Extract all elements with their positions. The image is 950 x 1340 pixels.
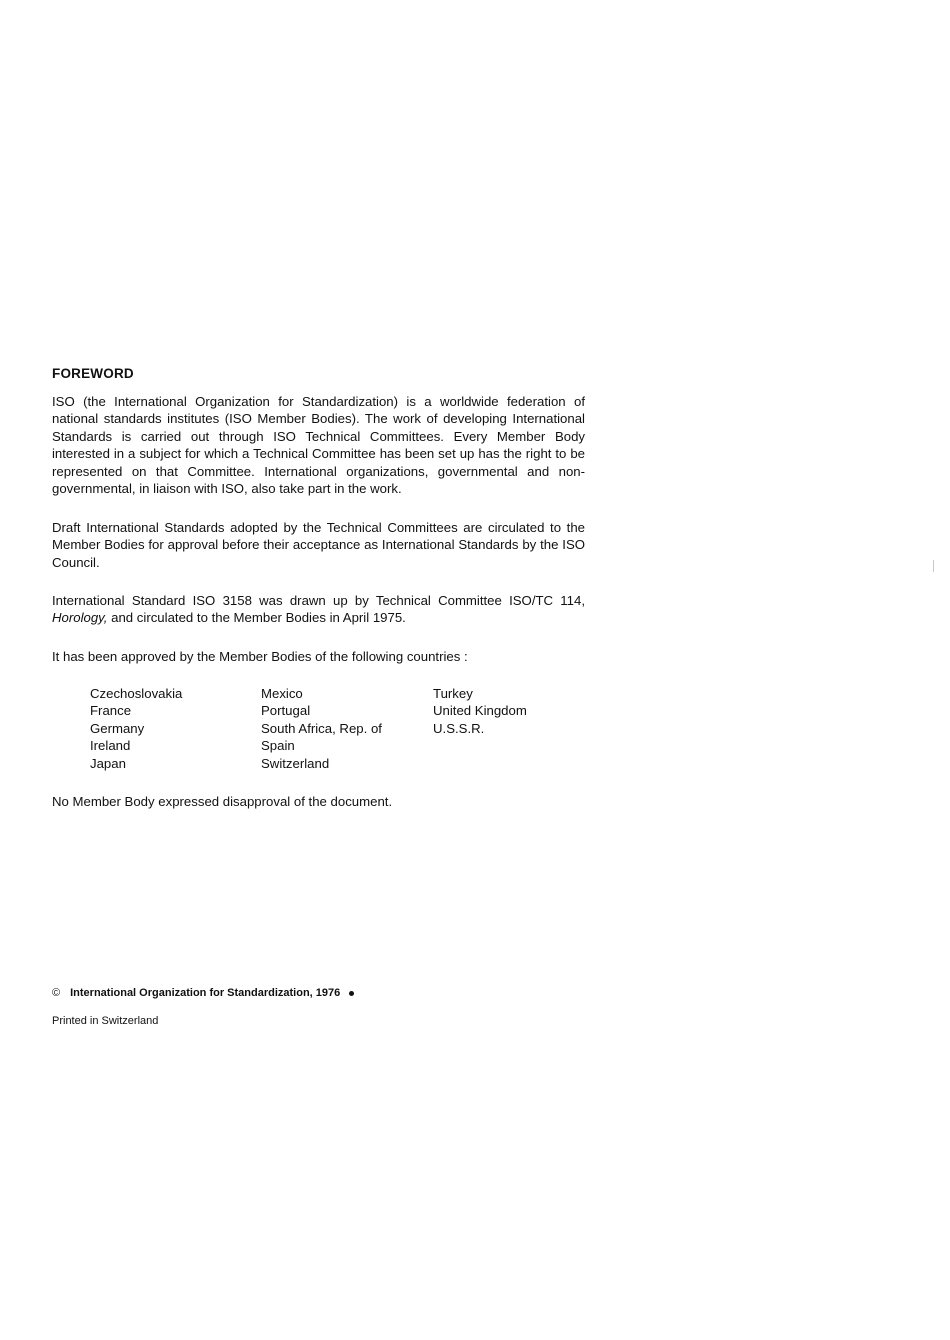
iso-3158-text-start: International Standard ISO 3158 was drawn up by Technical Committee ISO/TC 114,: [52, 593, 585, 608]
country-item: Spain: [261, 738, 295, 754]
country-item: United Kingdom: [433, 703, 527, 719]
country-item: Turkey: [433, 686, 473, 701]
scan-edge-mark: [933, 560, 934, 572]
country-item: Ireland: [90, 738, 131, 754]
copyright-line: [52, 987, 354, 999]
foreword-paragraph-iso-3158: [52, 592, 585, 627]
country-item: South Africa, Rep. of: [261, 720, 382, 736]
country-item: Germany: [90, 720, 145, 736]
bullet-icon: [349, 991, 354, 996]
country-list: [90, 685, 560, 772]
country-column-2: [261, 685, 433, 772]
horology-italic: Horology,: [52, 610, 108, 626]
country-column-1: [90, 685, 261, 772]
country-item: France: [90, 703, 132, 719]
country-item: Czechoslovakia: [90, 686, 183, 701]
copyright-symbol: ©: [52, 987, 61, 999]
foreword-paragraph-no-disapproval: No Member Body expressed disapproval of the document.: [52, 794, 393, 809]
country-column-3: [433, 685, 560, 772]
iso-3158-text-end: and circulated to the Member Bodies in April 1975.: [107, 610, 406, 626]
printed-in-line: Printed in Switzerland: [52, 1015, 159, 1027]
foreword-heading: FOREWORD: [52, 366, 134, 381]
country-item: U.S.S.R.: [433, 720, 485, 736]
copyright-text: International Organization for Standardization, 1976: [70, 987, 341, 999]
foreword-paragraph-draft-standards: Draft International Standards adopted by the Technical Committees are circulated to the Member Bodies for approval before their acceptance as International Standards by the ISO Council.: [52, 520, 585, 570]
foreword-paragraph-approval: It has been approved by the Member Bodies of the following countries :: [52, 649, 468, 664]
country-item: Japan: [90, 755, 126, 771]
country-item: Mexico: [261, 686, 303, 701]
country-item: Portugal: [261, 703, 311, 719]
foreword-paragraph-iso-intro: ISO (the International Organization for Standardization) is a worldwide federation of national standards institutes (ISO Member Bodies). The work of developing International Standards is carried out through ISO Technical Committees. Every Member Body interested in a subject for which a Technical Committee has been set up has the right to be represented on that Committee. International organizations, governmental and non-governmental, in liaison with ISO, also take part in the work.: [52, 394, 585, 497]
country-item: Switzerland: [261, 755, 330, 771]
